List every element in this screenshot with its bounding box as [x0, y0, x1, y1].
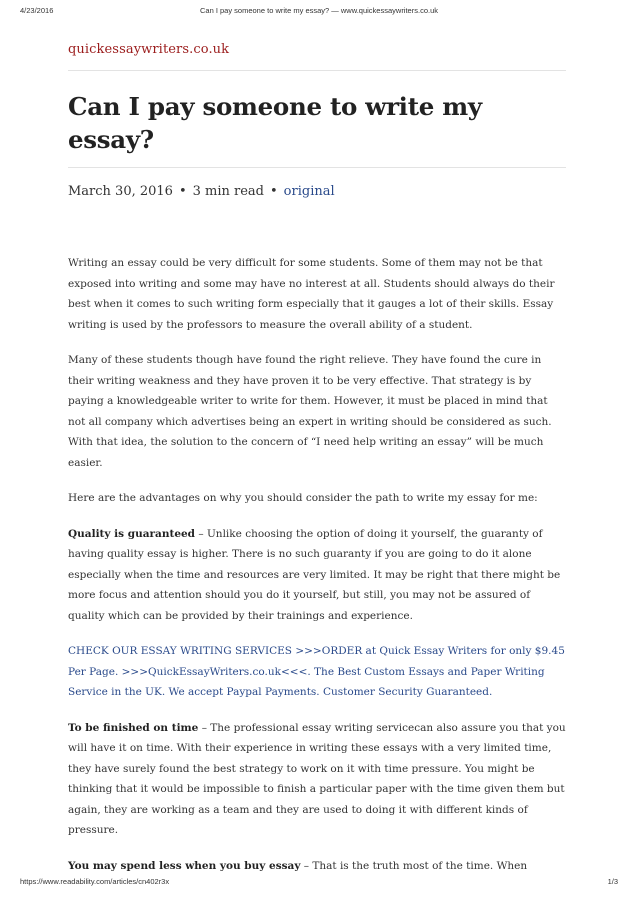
- on-time-text: – The professional essay writing servicecan also assure you that you will have it on time. With their experience in writing these essays with a very limited time, they have surely found the best strategy to work on it with time pressure. You might be thinking that it would be impossible to finish a particular paper with the time given them but again, they are working as a team and they are used to doing it with different kinds of pressure.: [68, 721, 566, 836]
- spend-less-text: – That is the truth most of the time. When: [300, 859, 528, 872]
- spend-less-heading: You may spend less when you buy essay: [68, 859, 301, 872]
- paragraph-promo: [68, 641, 566, 703]
- print-header: [0, 6, 638, 18]
- paragraph: Here are the advantages on why you should consider the path to write my essay for me:: [68, 492, 538, 504]
- paragraph-spend-less: [68, 856, 566, 877]
- article-meta: [68, 183, 566, 201]
- paragraph: Writing an essay could be very difficult for some students. Some of them may not be that exposed into writing and some may have no interest at all. Students should always do their best when it comes to such writing form especially that it gauges a lot of their skills. Essay writing is used by the professors to measure the overall ability of a student.: [68, 257, 555, 331]
- print-url: https://www.readability.com/articles/cn402r3x: [20, 877, 170, 886]
- original-link[interactable]: original: [283, 184, 335, 199]
- print-footer: [0, 877, 638, 889]
- read-time: 3 min read: [192, 184, 264, 199]
- print-date: 4/23/2016: [20, 6, 54, 15]
- publish-date: March 30, 2016: [68, 184, 173, 199]
- promo-link[interactable]: CHECK OUR ESSAY WRITING SERVICES >>>ORDER at Quick Essay Writers for only $9.45 Per Page. >>>QuickEssayWriters.co.uk<<<. The Best Custom Essays and Paper Writing Service in the UK. We accept Paypal Payments. Customer Security Guaranteed.: [68, 645, 565, 698]
- quality-text: – Unlike choosing the option of doing it yourself, the guaranty of having quality essay is higher. There is no such guaranty if you are going to do it alone especially when the time and resources are very limited. It may be right that there might be more focus and attention should you do it yourself, but still, you may not be assured of quality which can be provided by their trainings and experience.: [68, 527, 561, 622]
- page-number: 1/3: [607, 877, 618, 886]
- site-name-link[interactable]: quickessaywriters.co.uk: [68, 42, 566, 71]
- meta-separator: •: [178, 184, 187, 199]
- article-title: Can I pay someone to write my essay?: [68, 90, 566, 168]
- paragraph-quality: [68, 524, 566, 627]
- print-title: Can I pay someone to write my essay? — www.quickessaywriters.co.uk: [199, 6, 438, 15]
- on-time-heading: To be finished on time: [68, 721, 199, 734]
- quality-heading: Quality is guaranteed: [68, 527, 196, 540]
- paragraph-on-time: [68, 718, 566, 841]
- meta-separator: •: [270, 184, 278, 199]
- article-body: [68, 253, 566, 876]
- paragraph: Many of these students though have found the right relieve. They have found the cure in their writing weakness and they have proven it to be very effective. That strategy is by paying a knowledgeable writer to write for them. However, it must be placed in mind that not all company which advertises being an expert in writing should be considered as such. With that idea, the solution to the concern of “I need help writing an essay” will be much easier.: [68, 354, 552, 469]
- article-container: [68, 42, 566, 891]
